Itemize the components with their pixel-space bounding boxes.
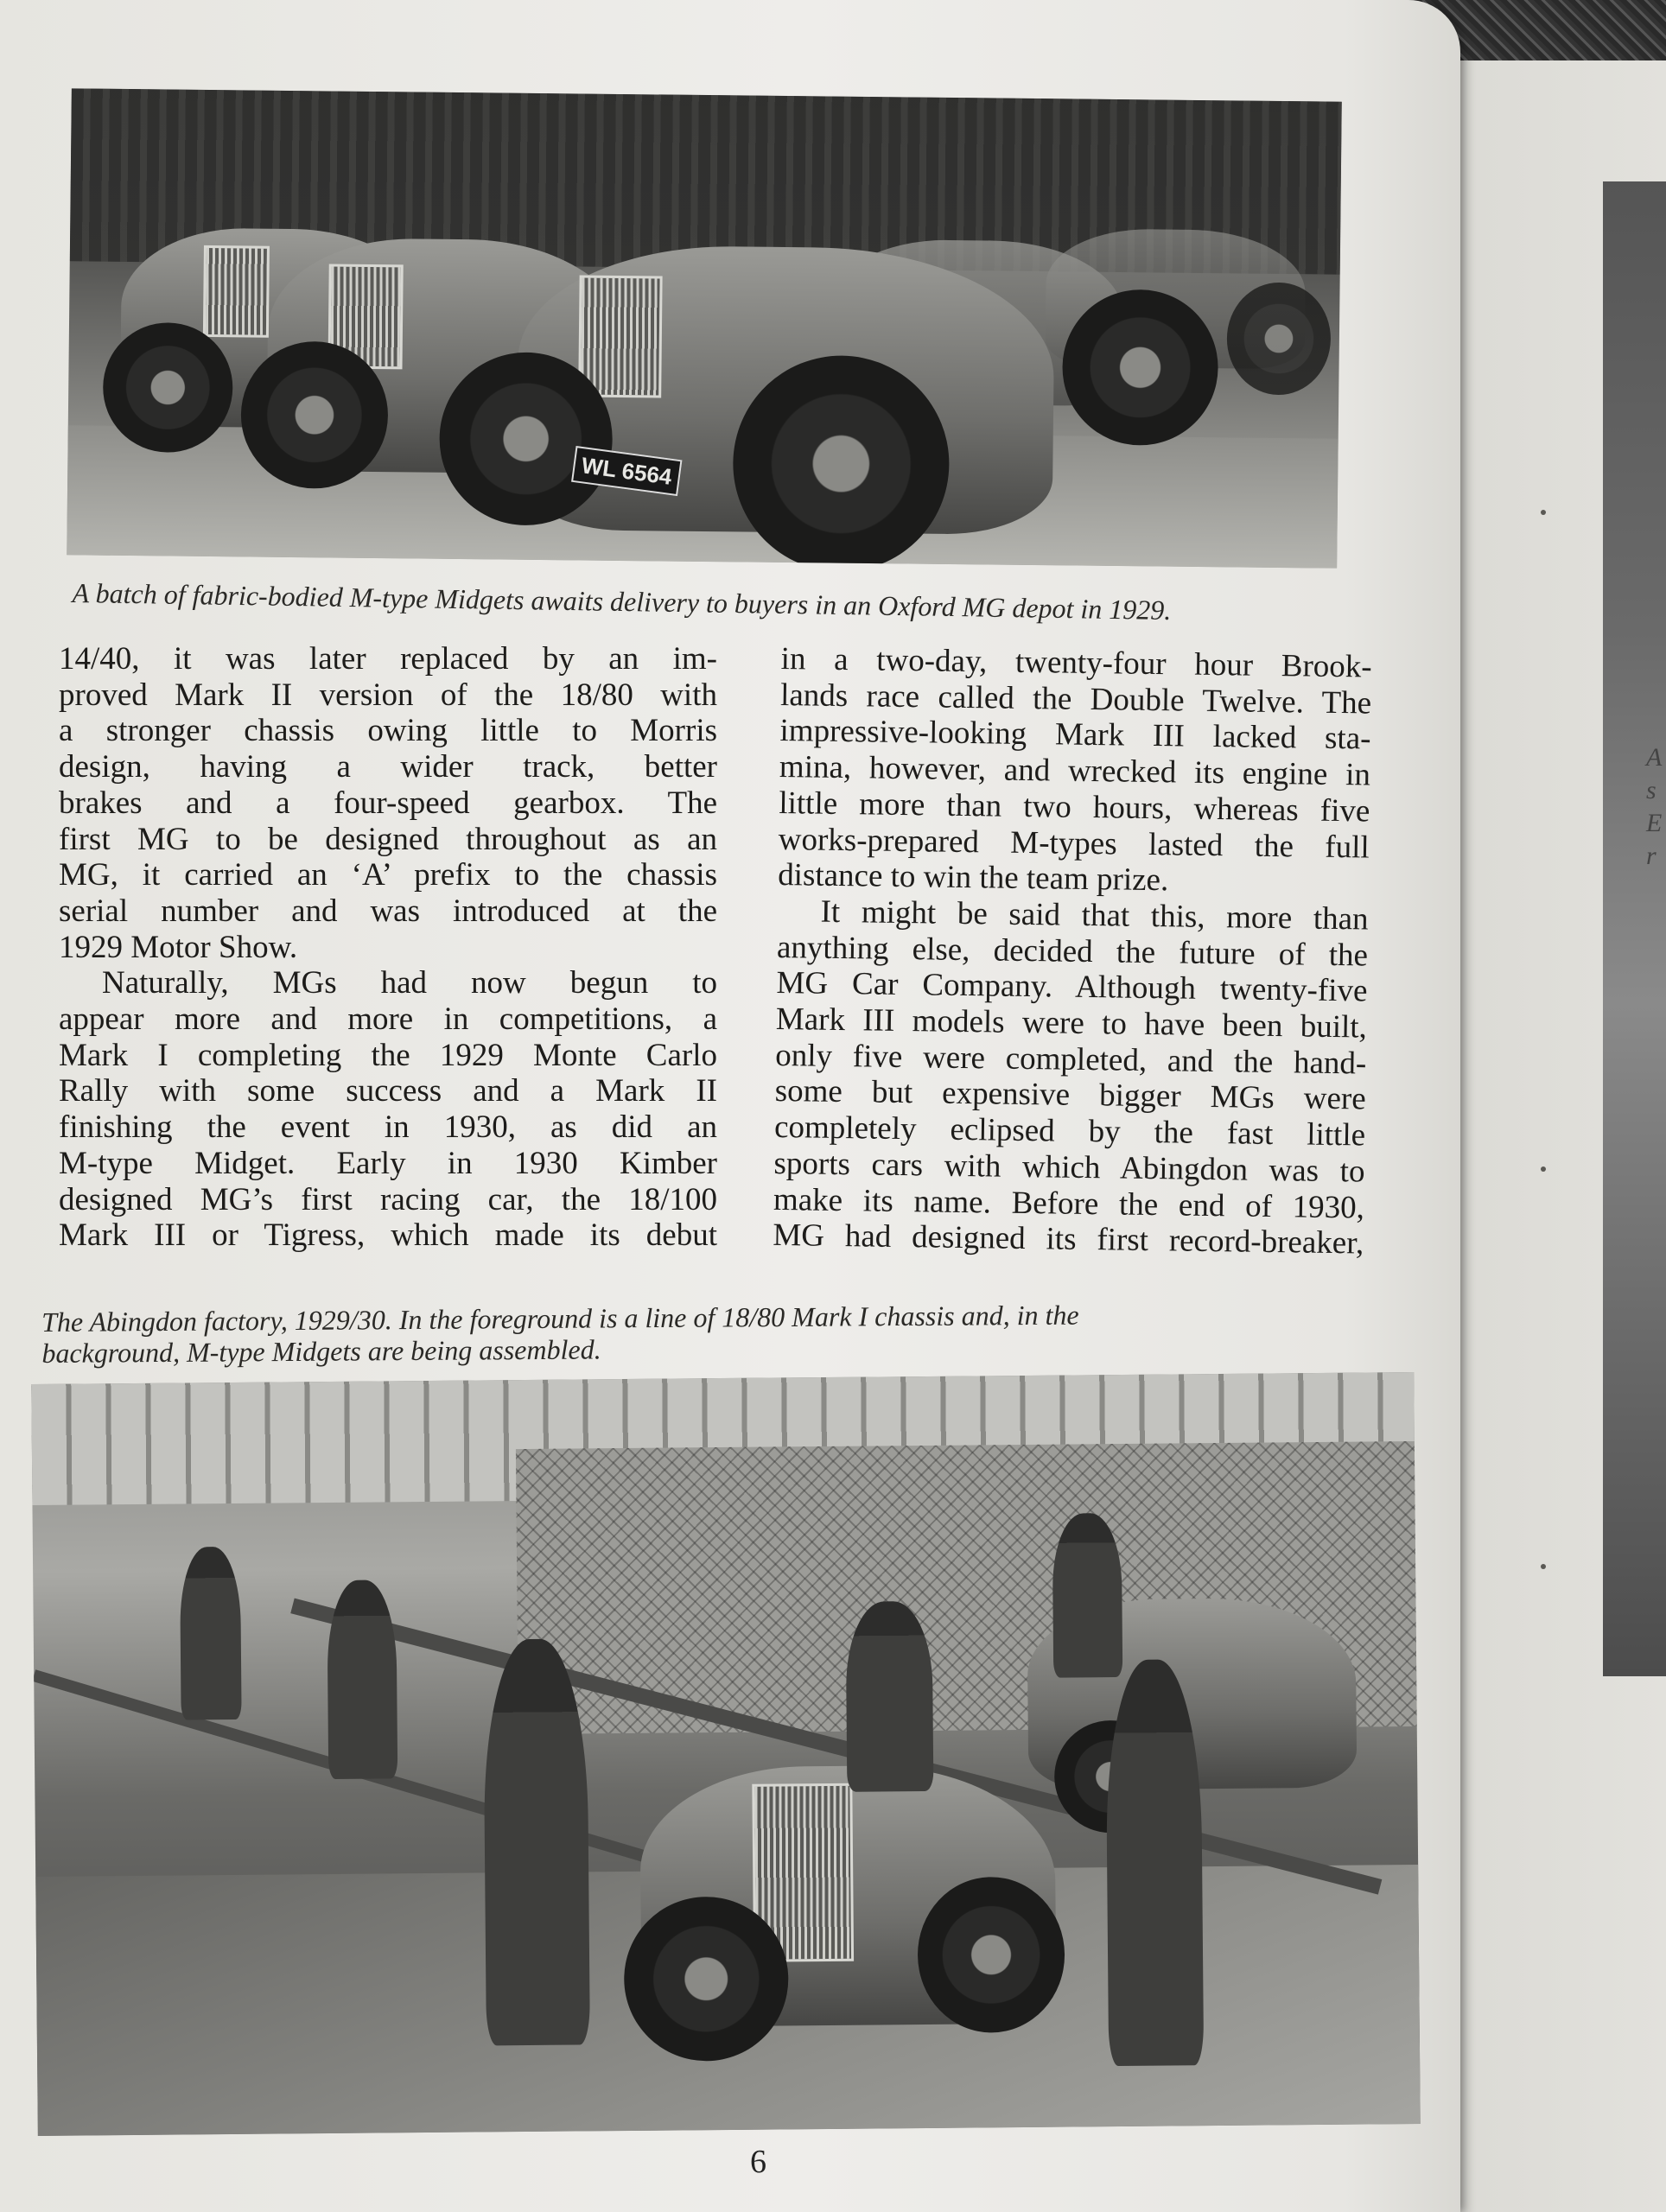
worker xyxy=(1052,1513,1123,1678)
page-number: 6 xyxy=(750,2144,766,2180)
text-line: 1929 Motor Show. xyxy=(59,929,298,965)
text-line: brakes and a four-speed gearbox. The xyxy=(59,785,717,821)
binding-stitch xyxy=(1541,1166,1546,1172)
photo-abingdon-factory xyxy=(31,1372,1421,2136)
text-line: Mark I completing the 1929 Monte Carlo xyxy=(59,1037,717,1073)
facing-page-text: A xyxy=(1646,743,1663,772)
text-line: distance to win the team prize. xyxy=(777,857,1169,899)
text-line: Mark III models were to have been built, xyxy=(775,1001,1368,1046)
photo-caption-top: A batch of fabric-bodied M-type Midgets awaits delivery to buyers in an Oxford MG depot in 1929. xyxy=(72,577,1172,626)
text-line: in a two-day, twenty-four hour Brook- xyxy=(780,641,1372,685)
facing-page-photo xyxy=(1603,181,1666,1676)
facing-page-text: s xyxy=(1646,776,1656,804)
text-line: a stronger chassis owing little to Morris xyxy=(59,713,717,749)
binding-stitch xyxy=(1541,1564,1546,1569)
text-column-left xyxy=(59,641,717,1254)
text-line: completely eclipsed by the fast little xyxy=(773,1109,1366,1154)
radiator-grille xyxy=(203,245,270,338)
text-line: appear more and more in competitions, a xyxy=(59,1001,717,1038)
text-line: Rally with some success and a Mark II xyxy=(59,1073,717,1109)
wheel xyxy=(439,352,614,526)
wheel xyxy=(240,340,389,489)
text-line: serial number and was introduced at the xyxy=(59,893,717,929)
license-plate: WL 6564 xyxy=(571,446,682,496)
caption-line: background, M-type Midgets are being assembled. xyxy=(41,1333,601,1369)
text-line: sports cars with which Abingdon was to xyxy=(773,1145,1365,1190)
photo-midgets-depot xyxy=(67,88,1342,568)
text-line: lands race called the Double Twelve. The xyxy=(779,677,1372,721)
wheel xyxy=(917,1877,1065,2033)
worker xyxy=(845,1601,933,1792)
photo-caption-bottom xyxy=(41,1300,1079,1369)
worker xyxy=(483,1638,590,2045)
wheel xyxy=(102,322,233,454)
text-line: little more than two hours, whereas five xyxy=(779,785,1370,830)
text-line: It might be said that this, more than xyxy=(820,893,1369,938)
worker xyxy=(327,1580,397,1779)
wheel xyxy=(1226,282,1331,395)
text-line: works-prepared M-types lasted the full xyxy=(778,821,1370,866)
binding-stitch xyxy=(1541,510,1546,515)
text-line: first MG to be designed throughout as an xyxy=(59,821,717,857)
text-line: make its name. Before the end of 1930, xyxy=(773,1181,1365,1226)
text-line: Naturally, MGs had now begun to xyxy=(102,965,717,1001)
wheel xyxy=(1062,289,1219,446)
wheel xyxy=(732,354,951,568)
worker xyxy=(1105,1659,1204,2066)
facing-page-text: r xyxy=(1646,842,1656,870)
worker xyxy=(180,1547,242,1720)
text-line: designed MG’s first racing car, the 18/100 xyxy=(59,1181,717,1217)
radiator-grille xyxy=(578,275,662,397)
text-line: MG Car Company. Although twenty-five xyxy=(776,965,1368,1009)
text-line: proved Mark II version of the 18/80 with xyxy=(59,677,717,713)
text-line: some but expensive bigger MGs were xyxy=(774,1073,1366,1117)
caption-line: The Abingdon factory, 1929/30. In the foreground is a line of 18/80 Mark I chassis and, in the xyxy=(41,1299,1079,1338)
text-line: only five were completed, and the hand- xyxy=(775,1037,1367,1082)
facing-page-text: E xyxy=(1646,809,1663,837)
text-line: mina, however, and wrecked its engine in xyxy=(779,749,1371,793)
text-line: MG, it carried an ‘A’ prefix to the chassis xyxy=(59,857,717,893)
wheel xyxy=(623,1896,789,2062)
text-line: finishing the event in 1930, as did an xyxy=(59,1109,717,1146)
text-line: Mark III or Tigress, which made its debut xyxy=(59,1217,717,1254)
text-line: impressive-looking Mark III lacked sta- xyxy=(779,713,1371,757)
text-line: design, having a wider track, better xyxy=(59,749,717,785)
text-line: 14/40, it was later replaced by an im- xyxy=(59,641,717,677)
text-line: MG had designed its first record-breaker, xyxy=(773,1217,1364,1262)
text-line: anything else, decided the future of the xyxy=(776,929,1369,974)
text-column-right xyxy=(773,641,1372,1262)
text-line: M-type Midget. Early in 1930 Kimber xyxy=(59,1145,717,1181)
